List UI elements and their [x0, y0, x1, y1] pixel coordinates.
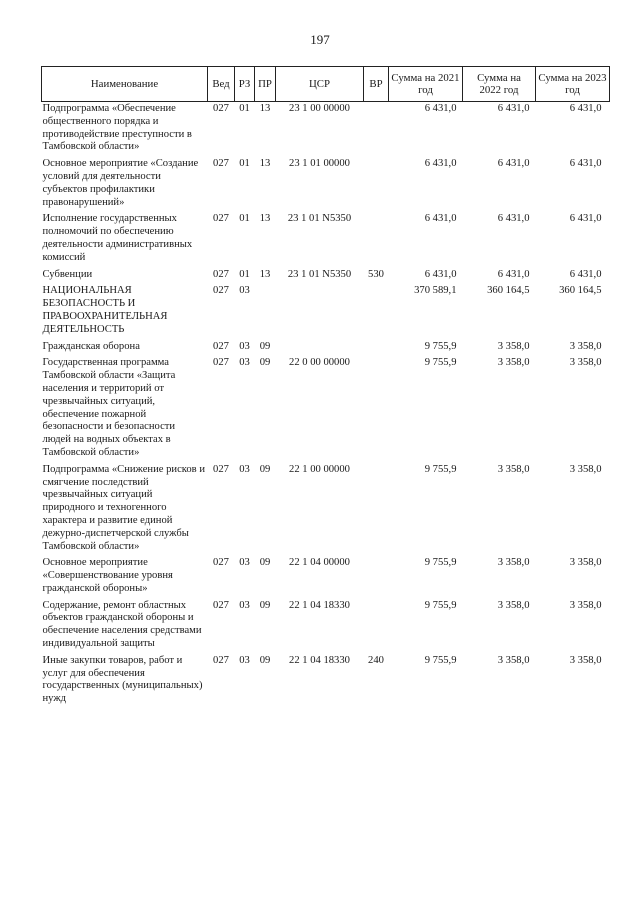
table-row [42, 268, 610, 285]
table-row [42, 356, 610, 462]
cell-rz: 03 [239, 654, 250, 666]
cell-sum-2023: 3 358,0 [569, 557, 602, 569]
cell-ved: 027 [213, 268, 229, 280]
cell-csr: 22 1 04 18330 [289, 599, 350, 611]
cell-ved: 027 [213, 285, 229, 297]
cell-vr [364, 599, 389, 654]
cell-vr: 530 [368, 268, 384, 280]
table-row [42, 654, 610, 709]
header-rz: РЗ [235, 67, 255, 102]
cell-csr [276, 340, 364, 357]
cell-pr: 09 [259, 599, 271, 611]
cell-rz: 01 [239, 158, 250, 170]
cell-name: Основное мероприятие «Совершенствование уровня гражданской обороны» [42, 557, 173, 594]
cell-sum-2023: 3 358,0 [569, 357, 602, 369]
cell-name: Гражданская оборона [42, 340, 140, 352]
cell-name: Основное мероприятие «Создание условий для деятельности субъектов профилактики правонарушений» [42, 158, 199, 208]
cell-name: Содержание, ремонт областных объектов гражданской обороны и обеспечение населения средствами индивидуальной защиты [42, 599, 202, 650]
cell-vr [364, 102, 389, 158]
table-row [42, 284, 610, 339]
cell-csr: 23 1 00 00000 [289, 103, 350, 114]
cell-sum-2022: 360 164,5 [487, 285, 530, 297]
cell-sum-2021: 9 755,9 [424, 599, 457, 611]
cell-sum-2023: 6 431,0 [569, 213, 602, 225]
cell-rz: 01 [239, 213, 250, 225]
cell-csr: 22 1 04 00000 [289, 557, 350, 569]
cell-ved: 027 [213, 158, 229, 170]
cell-name: НАЦИОНАЛЬНАЯ БЕЗОПАСНОСТЬ И ПРАВООХРАНИТЕЛЬНАЯ ДЕЯТЕЛЬНОСТЬ [42, 285, 168, 335]
cell-ved: 027 [213, 557, 229, 569]
cell-name: Подпрограмма «Обеспечение общественного порядка и противодействие преступности в Тамбовской области» [42, 103, 192, 153]
table-row [42, 340, 610, 357]
header-pr: ПР [255, 67, 276, 102]
cell-pr: 13 [259, 268, 271, 280]
cell-csr: 22 1 04 18330 [289, 654, 350, 666]
cell-vr [364, 463, 389, 557]
cell-sum-2023: 6 431,0 [569, 158, 602, 170]
cell-csr: 23 1 01 N5350 [287, 268, 352, 280]
cell-sum-2022: 3 358,0 [497, 654, 530, 666]
cell-rz: 03 [239, 463, 250, 475]
cell-sum-2021: 6 431,0 [424, 213, 457, 225]
cell-vr [364, 340, 389, 357]
header-ved: Вед [208, 67, 235, 102]
cell-sum-2021: 9 755,9 [424, 357, 457, 369]
cell-csr [276, 284, 364, 339]
table-row [42, 157, 610, 212]
header-csr: ЦСР [276, 67, 364, 102]
cell-sum-2022: 6 431,0 [497, 103, 530, 114]
cell-sum-2023: 3 358,0 [569, 654, 602, 666]
cell-rz: 03 [239, 599, 250, 611]
cell-sum-2021: 6 431,0 [424, 268, 457, 280]
cell-sum-2021: 9 755,9 [424, 654, 457, 666]
cell-ved: 027 [213, 357, 229, 369]
cell-rz: 03 [239, 557, 250, 569]
cell-pr: 09 [259, 463, 271, 475]
cell-vr [364, 212, 389, 267]
cell-rz: 01 [239, 268, 250, 280]
cell-sum-2021: 6 431,0 [424, 103, 457, 114]
cell-pr [255, 284, 276, 339]
header-sum-2023: Сумма на 2023 год [536, 67, 610, 102]
cell-name: Исполнение государственных полномочий по обеспечению деятельности административных комиссий [42, 213, 193, 263]
cell-sum-2023: 3 358,0 [569, 599, 602, 611]
cell-sum-2022: 6 431,0 [497, 158, 530, 170]
cell-sum-2023: 6 431,0 [569, 103, 602, 114]
cell-rz: 03 [239, 285, 250, 297]
cell-sum-2022: 3 358,0 [497, 357, 530, 369]
cell-sum-2023: 6 431,0 [569, 268, 602, 280]
cell-pr: 09 [259, 557, 271, 569]
cell-csr: 23 1 01 N5350 [287, 213, 352, 225]
cell-pr: 13 [259, 158, 271, 170]
cell-sum-2021: 9 755,9 [424, 463, 457, 475]
cell-sum-2022: 6 431,0 [497, 268, 530, 280]
cell-vr [364, 284, 389, 339]
cell-sum-2023: 3 358,0 [569, 463, 602, 475]
table-row [42, 556, 610, 598]
cell-csr: 22 0 00 00000 [289, 357, 350, 369]
cell-sum-2022: 6 431,0 [497, 213, 530, 225]
cell-sum-2022: 3 358,0 [497, 340, 530, 352]
cell-ved: 027 [213, 599, 229, 611]
cell-vr: 240 [368, 654, 384, 666]
header-vr: ВР [364, 67, 389, 102]
cell-sum-2021: 6 431,0 [424, 158, 457, 170]
cell-pr: 09 [259, 654, 271, 666]
cell-ved: 027 [213, 213, 229, 225]
cell-sum-2021: 9 755,9 [424, 557, 457, 569]
cell-sum-2023: 3 358,0 [569, 340, 602, 352]
cell-csr: 22 1 00 00000 [289, 463, 350, 475]
table-row [42, 463, 610, 557]
cell-pr: 13 [259, 213, 271, 225]
cell-pr: 09 [259, 340, 271, 352]
header-sum-2021: Сумма на 2021 год [389, 67, 463, 102]
cell-sum-2023: 360 164,5 [559, 285, 602, 297]
cell-ved: 027 [213, 463, 229, 475]
cell-name: Субвенции [42, 268, 93, 280]
budget-table [41, 66, 610, 709]
cell-ved: 027 [213, 654, 229, 666]
cell-sum-2021: 9 755,9 [424, 340, 457, 352]
cell-vr [364, 157, 389, 212]
cell-rz: 03 [239, 340, 250, 352]
header-name: Наименование [42, 67, 208, 102]
cell-sum-2022: 3 358,0 [497, 557, 530, 569]
cell-sum-2022: 3 358,0 [497, 463, 530, 475]
page-number: 197 [310, 32, 330, 47]
cell-pr: 13 [259, 103, 271, 114]
cell-name: Государственная программа Тамбовской области «Защита населения и территорий от чрезвычайных ситуаций, обеспечение пожарной безопасности и безопасности людей на водных объектах в Тамбовской области» [42, 357, 176, 458]
cell-name: Подпрограмма «Снижение рисков и смягчение последствий чрезвычайных ситуаций природного и техногенного характера и развитие единой дежурно-диспетчерской службы Тамбовской области» [42, 463, 205, 552]
table-row [42, 599, 610, 654]
cell-ved: 027 [213, 340, 229, 352]
cell-vr [364, 356, 389, 462]
cell-ved: 027 [213, 103, 229, 114]
table-row [42, 102, 610, 158]
cell-name: Иные закупки товаров, работ и услуг для обеспечения государственных (муниципальных) нужд [42, 654, 203, 705]
cell-sum-2021: 370 589,1 [414, 285, 457, 297]
cell-rz: 03 [239, 357, 250, 369]
cell-sum-2022: 3 358,0 [497, 599, 530, 611]
cell-pr: 09 [259, 357, 271, 369]
header-row [42, 67, 610, 102]
cell-vr [364, 556, 389, 598]
table-row [42, 212, 610, 267]
cell-csr: 23 1 01 00000 [289, 158, 350, 170]
header-sum-2022: Сумма на 2022 год [463, 67, 536, 102]
cell-rz: 01 [239, 103, 250, 114]
